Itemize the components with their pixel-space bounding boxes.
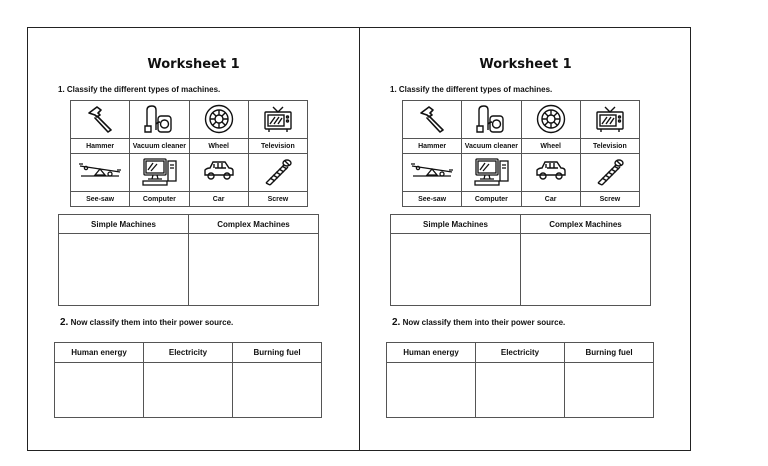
machine-label: Wheel bbox=[189, 139, 248, 154]
power-source-table bbox=[54, 342, 322, 418]
question-2 bbox=[392, 317, 565, 328]
machine-label: Television bbox=[248, 139, 307, 154]
question-2-number: 2. bbox=[60, 317, 69, 328]
screw-icon bbox=[262, 157, 294, 187]
worksheet-right bbox=[360, 28, 691, 450]
car-icon bbox=[534, 157, 568, 185]
simple-machines-header: Simple Machines bbox=[59, 215, 189, 234]
machine-cell-screw bbox=[248, 154, 307, 192]
machine-cell-vacuum bbox=[130, 101, 189, 139]
classify-table bbox=[58, 214, 319, 306]
burning-fuel-answer-cell[interactable] bbox=[565, 363, 654, 418]
machine-label: Vacuum cleaner bbox=[130, 139, 189, 154]
worksheet-left bbox=[28, 28, 359, 450]
machine-cell-screw bbox=[580, 154, 639, 192]
machine-cell-hammer bbox=[403, 101, 462, 139]
question-2 bbox=[60, 317, 233, 328]
worksheet-title: Worksheet 1 bbox=[147, 57, 240, 72]
machine-cell-vacuum bbox=[462, 101, 521, 139]
screw-icon bbox=[594, 157, 626, 187]
machine-cell-television bbox=[580, 101, 639, 139]
computer-icon bbox=[139, 157, 179, 187]
machine-label: Wheel bbox=[521, 139, 580, 154]
wheel-icon bbox=[536, 104, 566, 134]
machine-label: Car bbox=[521, 192, 580, 207]
machine-label: Hammer bbox=[403, 139, 462, 154]
television-icon bbox=[595, 104, 625, 134]
question-1: 1. Classify the different types of machines. bbox=[390, 85, 553, 94]
car-icon bbox=[202, 157, 236, 185]
question-1: 1. Classify the different types of machines. bbox=[58, 85, 221, 94]
machine-cell-wheel bbox=[521, 101, 580, 139]
complex-machines-header: Complex Machines bbox=[521, 215, 651, 234]
machine-cell-computer bbox=[130, 154, 189, 192]
machine-cell-car bbox=[521, 154, 580, 192]
machine-label: Car bbox=[189, 192, 248, 207]
question-2-text: Now classify them into their power source. bbox=[400, 318, 566, 327]
human-energy-header: Human energy bbox=[55, 343, 144, 363]
machine-cell-television bbox=[248, 101, 307, 139]
burning-fuel-header: Burning fuel bbox=[565, 343, 654, 363]
simple-machines-answer-cell[interactable] bbox=[59, 234, 189, 306]
see-saw-icon bbox=[77, 157, 123, 185]
simple-machines-answer-cell[interactable] bbox=[391, 234, 521, 306]
human-energy-answer-cell[interactable] bbox=[387, 363, 476, 418]
machine-label: Computer bbox=[130, 192, 189, 207]
burning-fuel-answer-cell[interactable] bbox=[233, 363, 322, 418]
machine-label: Television bbox=[580, 139, 639, 154]
machines-grid bbox=[70, 100, 308, 207]
human-energy-answer-cell[interactable] bbox=[55, 363, 144, 418]
worksheet-page bbox=[27, 27, 691, 451]
machine-cell-see-saw bbox=[403, 154, 462, 192]
hammer-icon bbox=[417, 104, 447, 134]
machine-cell-see-saw bbox=[71, 154, 130, 192]
machine-label: Hammer bbox=[71, 139, 130, 154]
computer-icon bbox=[471, 157, 511, 187]
burning-fuel-header: Burning fuel bbox=[233, 343, 322, 363]
television-icon bbox=[263, 104, 293, 134]
vacuum-cleaner-icon bbox=[143, 104, 175, 136]
question-2-text: Now classify them into their power source. bbox=[68, 318, 234, 327]
question-2-number: 2. bbox=[392, 317, 401, 328]
power-source-table bbox=[386, 342, 654, 418]
complex-machines-answer-cell[interactable] bbox=[521, 234, 651, 306]
machine-cell-wheel bbox=[189, 101, 248, 139]
worksheet-title: Worksheet 1 bbox=[479, 57, 572, 72]
simple-machines-header: Simple Machines bbox=[391, 215, 521, 234]
hammer-icon bbox=[85, 104, 115, 134]
machine-cell-car bbox=[189, 154, 248, 192]
electricity-answer-cell[interactable] bbox=[144, 363, 233, 418]
machine-cell-hammer bbox=[71, 101, 130, 139]
complex-machines-header: Complex Machines bbox=[189, 215, 319, 234]
machine-label: Screw bbox=[580, 192, 639, 207]
machine-label: See-saw bbox=[403, 192, 462, 207]
see-saw-icon bbox=[409, 157, 455, 185]
classify-table bbox=[390, 214, 651, 306]
electricity-header: Electricity bbox=[144, 343, 233, 363]
complex-machines-answer-cell[interactable] bbox=[189, 234, 319, 306]
vacuum-cleaner-icon bbox=[475, 104, 507, 136]
machine-cell-computer bbox=[462, 154, 521, 192]
human-energy-header: Human energy bbox=[387, 343, 476, 363]
machines-grid bbox=[402, 100, 640, 207]
machine-label: Vacuum cleaner bbox=[462, 139, 521, 154]
wheel-icon bbox=[204, 104, 234, 134]
machine-label: Computer bbox=[462, 192, 521, 207]
electricity-answer-cell[interactable] bbox=[476, 363, 565, 418]
machine-label: See-saw bbox=[71, 192, 130, 207]
machine-label: Screw bbox=[248, 192, 307, 207]
electricity-header: Electricity bbox=[476, 343, 565, 363]
